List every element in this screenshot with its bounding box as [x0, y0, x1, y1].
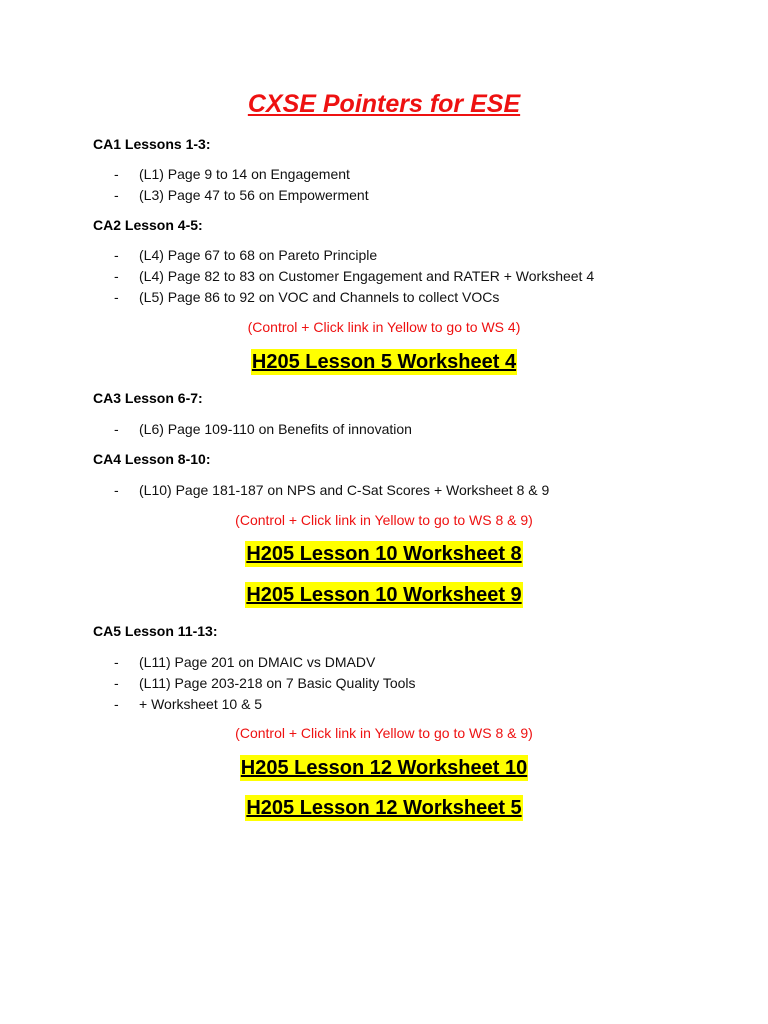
- list-item-text: + Worksheet 10 & 5: [139, 696, 263, 712]
- list-item-text: (L5) Page 86 to 92 on VOC and Channels to collect VOCs: [139, 289, 500, 305]
- bullet-dash: -: [114, 268, 119, 284]
- bullet-dash: -: [114, 187, 119, 203]
- worksheet-link-l12-ws10[interactable]: H205 Lesson 12 Worksheet 10: [240, 757, 528, 779]
- link-instruction-note: (Control + Click link in Yellow to go to WS 8 & 9): [235, 725, 533, 741]
- bullet-dash: -: [114, 421, 119, 437]
- bullet-dash: -: [114, 696, 119, 712]
- list-item-text: (L11) Page 203-218 on 7 Basic Quality Tools: [139, 675, 416, 691]
- section-heading-ca5: CA5 Lesson 11-13:: [93, 623, 218, 639]
- list-item: [114, 246, 377, 264]
- worksheet-link-row: [0, 349, 768, 375]
- link-instruction-note: (Control + Click link in Yellow to go to WS 8 & 9): [235, 512, 533, 528]
- bullet-dash: -: [114, 289, 119, 305]
- worksheet-link-l10-ws9[interactable]: H205 Lesson 10 Worksheet 9: [246, 584, 522, 606]
- list-item: [114, 267, 594, 285]
- section-heading-ca2: CA2 Lesson 4-5:: [93, 217, 203, 233]
- list-item-text: (L6) Page 109-110 on Benefits of innovation: [139, 421, 412, 437]
- bullet-dash: -: [114, 247, 119, 263]
- list-item: [114, 481, 549, 499]
- bullet-dash: -: [114, 166, 119, 182]
- list-item: [114, 420, 412, 438]
- page-title: CXSE Pointers for ESE: [247, 90, 521, 118]
- worksheet-link-row: [0, 582, 768, 608]
- list-item: [114, 674, 416, 692]
- worksheet-link-l5-ws4[interactable]: H205 Lesson 5 Worksheet 4: [251, 351, 517, 373]
- section-heading-ca4: CA4 Lesson 8-10:: [93, 451, 211, 467]
- list-item: [114, 288, 499, 306]
- worksheet-link-row: [0, 755, 768, 781]
- worksheet-link-l10-ws8[interactable]: H205 Lesson 10 Worksheet 8: [246, 543, 522, 565]
- section-heading-ca3: CA3 Lesson 6-7:: [93, 390, 203, 406]
- list-item-text: (L11) Page 201 on DMAIC vs DMADV: [139, 654, 376, 670]
- list-item-text: (L4) Page 82 to 83 on Customer Engagement and RATER + Worksheet 4: [139, 268, 595, 284]
- list-item: [114, 653, 375, 671]
- list-item-text: (L3) Page 47 to 56 on Empowerment: [139, 187, 369, 203]
- section-heading-ca1: CA1 Lessons 1-3:: [93, 136, 211, 152]
- list-item: [114, 695, 262, 713]
- list-item-text: (L4) Page 67 to 68 on Pareto Principle: [139, 247, 378, 263]
- worksheet-link-row: [0, 795, 768, 821]
- list-item: [114, 186, 369, 204]
- worksheet-link-l12-ws5[interactable]: H205 Lesson 12 Worksheet 5: [246, 797, 522, 819]
- list-item-text: (L1) Page 9 to 14 on Engagement: [139, 166, 350, 182]
- bullet-dash: -: [114, 675, 119, 691]
- list-item-text: (L10) Page 181-187 on NPS and C-Sat Scores + Worksheet 8 & 9: [139, 482, 550, 498]
- link-instruction-note: (Control + Click link in Yellow to go to WS 4): [247, 319, 521, 335]
- bullet-dash: -: [114, 482, 119, 498]
- worksheet-link-row: [0, 541, 768, 567]
- list-item: [114, 165, 350, 183]
- bullet-dash: -: [114, 654, 119, 670]
